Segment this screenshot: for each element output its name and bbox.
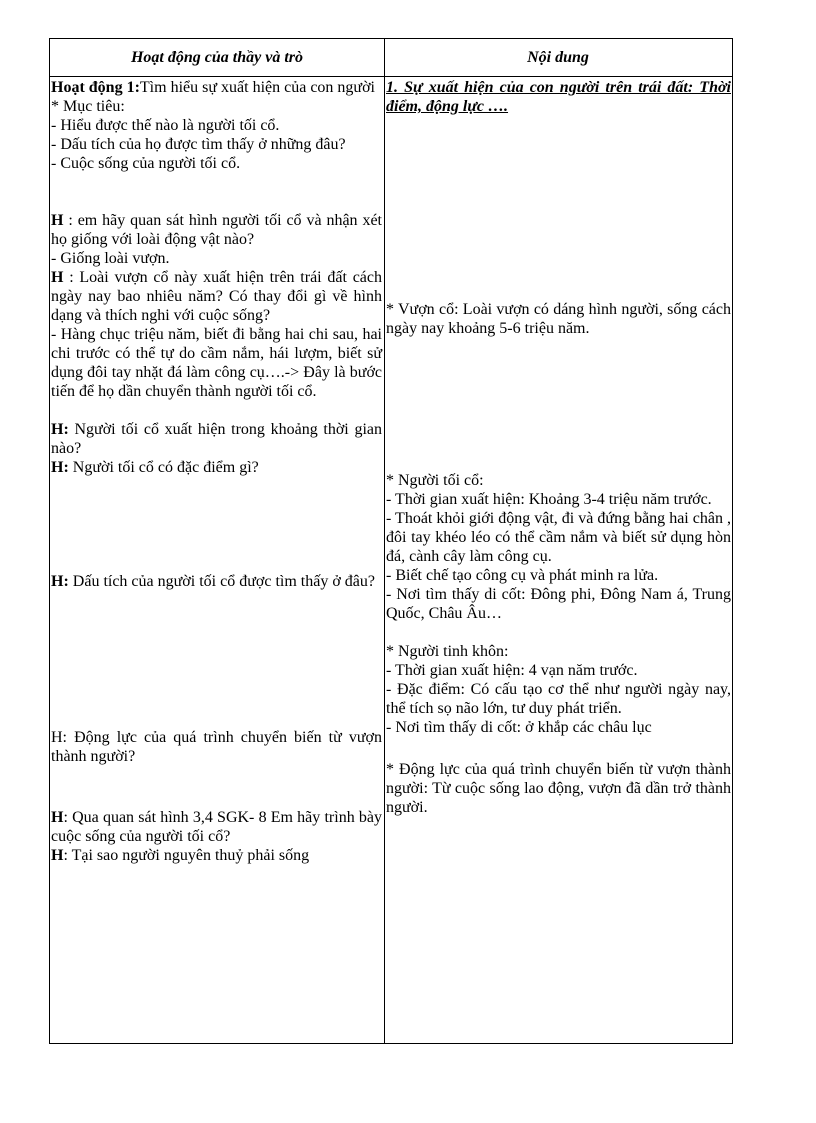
question: H : Loài vượn cổ này xuất hiện trên trái đất cách ngày nay bao nhiêu năm? Có thay đổi gì về hình dạng và thích nghi với cuộc sống? <box>51 269 382 324</box>
activity-1-title: Hoạt động 1:Tìm hiểu sự xuất hiện của con người <box>51 79 375 96</box>
content-paragraph: * Động lực của quá trình chuyển biến từ vượn thành người: Từ cuộc sống lao động, vượn đã dần trở thành người. <box>386 761 731 816</box>
header-teacher-student-activities: Hoạt động của thầy và trò <box>130 48 303 66</box>
question: H: Qua quan sát hình 3,4 SGK- 8 Em hãy trình bày cuộc sống của người tối cổ? <box>51 809 382 845</box>
header-content: Nội dung <box>527 48 589 66</box>
content-paragraph: - Biết chế tạo công cụ và phát minh ra lửa. <box>386 567 659 584</box>
column-divider <box>384 39 385 1043</box>
content-paragraph: * Người tối cổ: <box>386 472 484 489</box>
question: H: Động lực của quá trình chuyển biến từ vượn thành người? <box>51 729 382 765</box>
answer: - Giống loài vượn. <box>51 250 170 267</box>
lesson-table <box>49 38 733 1044</box>
objective-item: - Cuộc sống của người tối cổ. <box>51 155 241 172</box>
objective-heading: * Mục tiêu: <box>51 98 125 115</box>
content-paragraph: - Thời gian xuất hiện: Khoảng 3-4 triệu năm trước. <box>386 491 712 508</box>
content-paragraph: - Thời gian xuất hiện: 4 vạn năm trước. <box>386 662 638 679</box>
content-paragraph: - Nơi tìm thấy di cốt: ở khắp các châu lục <box>386 719 652 736</box>
content-paragraph: - Nơi tìm thấy di cốt: Đông phi, Đông Nam á, Trung Quốc, Châu Âu… <box>386 586 731 622</box>
content-paragraph: - Thoát khỏi giới động vật, đi và đứng bằng hai chân , đôi tay khéo léo có thể cầm nắm và biết sử dụng hòn đá, cành cây làm công cụ. <box>386 510 731 565</box>
content-paragraph: * Vượn cổ: Loài vượn có dáng hình người, sống cách ngày nay khoảng 5-6 triệu năm. <box>386 301 731 337</box>
answer: - Hàng chục triệu năm, biết đi bằng hai chi sau, hai chi trước có thể tự do cầm nắm, hái lượm, biết sử dụng đôi tay nhặt đá làm công cụ….-> Đây là bước tiến để họ dần chuyển thành người tối cổ. <box>51 326 382 400</box>
question: H: Tại sao người nguyên thuỷ phải sống <box>51 847 310 864</box>
content-paragraph: - Đặc điểm: Có cấu tạo cơ thể như người ngày nay, thể tích sọ não lớn, tư duy phát triển. <box>386 681 731 717</box>
header-divider <box>50 76 732 77</box>
question: H: Dấu tích của người tối cổ được tìm thấy ở đâu? <box>51 573 375 590</box>
objective-item: - Dấu tích của họ được tìm thấy ở những đâu? <box>51 136 346 153</box>
question: H : em hãy quan sát hình người tối cổ và nhận xét họ giống với loài động vật nào? <box>51 212 382 248</box>
question: H: Người tối cổ xuất hiện trong khoảng thời gian nào? <box>51 421 382 457</box>
content-column <box>386 78 731 817</box>
section-title: 1. Sự xuất hiện của con người trên trái đất: Thời điểm, động lực …. <box>386 79 731 115</box>
activities-column <box>51 78 382 865</box>
question: H: Người tối cổ có đặc điểm gì? <box>51 459 259 476</box>
objective-item: - Hiểu được thế nào là người tối cổ. <box>51 117 280 134</box>
content-paragraph: * Người tinh khôn: <box>386 643 509 660</box>
